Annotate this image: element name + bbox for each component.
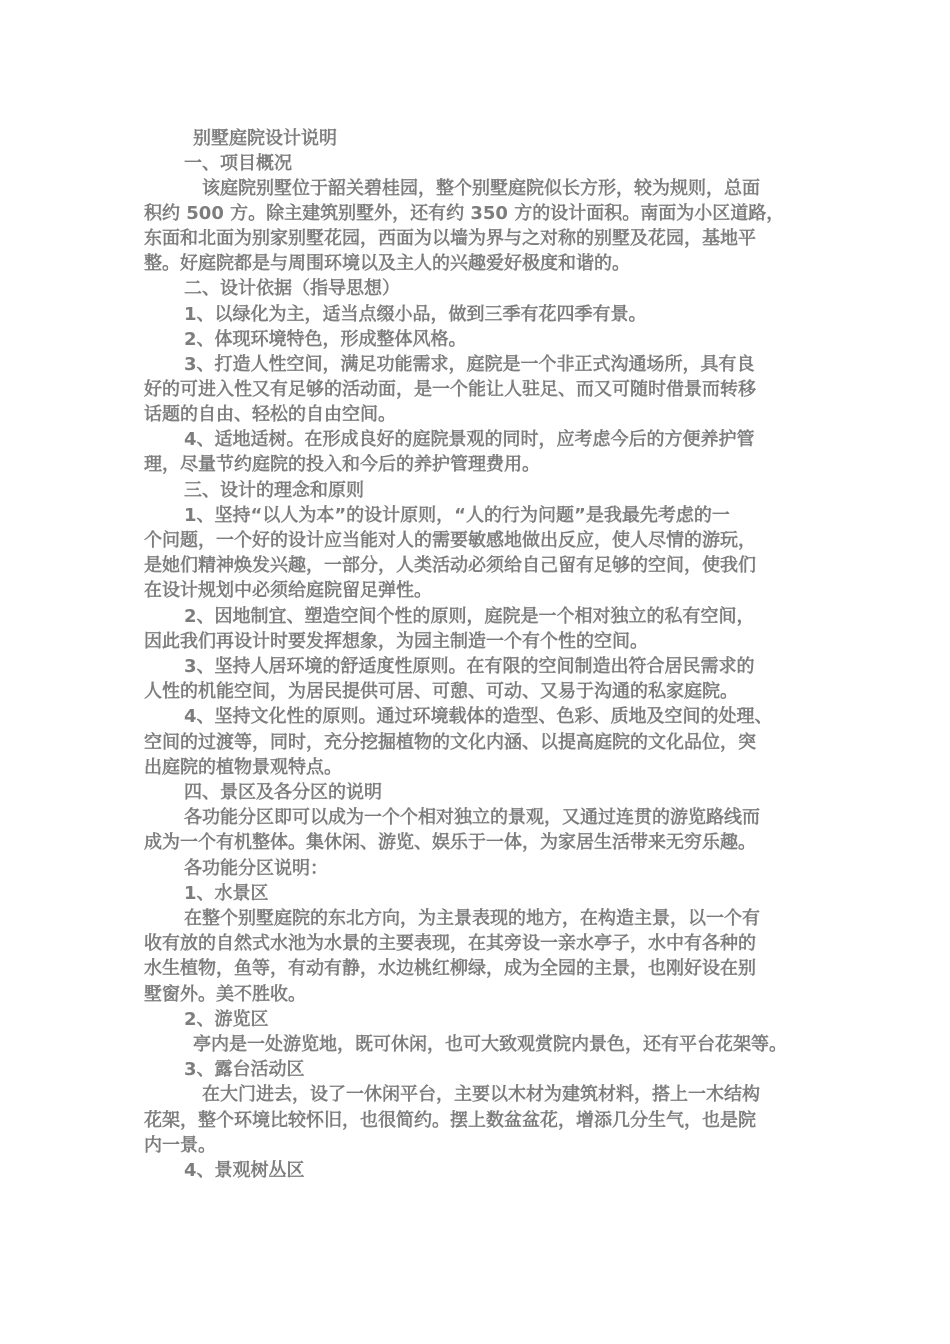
paragraph-line: 人性的机能空间，为居民提供可居、可憩、可动、又易于沟通的私家庭院。 — [144, 681, 738, 702]
section-heading: 一、项目概况 — [184, 153, 292, 174]
paragraph-line: 在设计规划中必须给庭院留足弹性。 — [144, 580, 432, 601]
paragraph-line: 整。好庭院都是与周围环境以及主人的兴趣爱好极度和谐的。 — [144, 253, 630, 274]
paragraph-line: 水生植物，鱼等，有动有静，水边桃红柳绿，成为全园的主景，也刚好设在别 — [144, 958, 756, 979]
paragraph-line: 理，尽量节约庭院的投入和今后的养护管理费用。 — [144, 454, 540, 475]
paragraph-line: 各功能分区即可以成为一个个相对独立的景观，又通过连贯的游览路线而 — [184, 807, 760, 828]
paragraph-line: 3、打造人性空间，满足功能需求，庭院是一个非正式沟通场所，具有良 — [184, 354, 755, 375]
paragraph-line: 4、坚持文化性的原则。通过环境载体的造型、色彩、质地及空间的处理、 — [184, 706, 773, 727]
paragraph-line: 空间的过渡等，同时，充分挖掘植物的文化内涵、以提高庭院的文化品位，突 — [144, 732, 756, 753]
paragraph-line: 个问题，一个好的设计应当能对人的需要敏感地做出反应，使人尽情的游玩， — [144, 530, 756, 551]
paragraph-line: 是她们精神焕发兴趣，一部分，人类活动必须给自己留有足够的空间，使我们 — [144, 555, 756, 576]
paragraph-line: 话题的自由、轻松的自由空间。 — [144, 404, 396, 425]
paragraph-line: 4、适地适树。在形成良好的庭院景观的同时，应考虑今后的方便养护管 — [184, 429, 755, 450]
paragraph-line: 1、以绿化为主，适当点缀小品，做到三季有花四季有景。 — [184, 304, 647, 325]
paragraph-line: 内一景。 — [144, 1135, 216, 1156]
paragraph-line: 在整个别墅庭院的东北方向，为主景表现的地方，在构造主景，以一个有 — [184, 908, 760, 929]
paragraph-line: 各功能分区说明： — [184, 858, 328, 879]
paragraph-line: 该庭院别墅位于韶关碧桂园，整个别墅庭院似长方形，较为规则，总面 — [202, 178, 760, 199]
subsection-heading: 1、水景区 — [184, 883, 269, 904]
paragraph-line: 成为一个有机整体。集休闲、游览、娱乐于一体，为家居生活带来无穷乐趣。 — [144, 832, 756, 853]
paragraph-line: 墅窗外。美不胜收。 — [144, 984, 306, 1005]
section-heading: 三、设计的理念和原则 — [184, 480, 364, 501]
paragraph-line: 3、坚持人居环境的舒适度性原则。在有限的空间制造出符合居民需求的 — [184, 656, 755, 677]
paragraph-line: 在大门进去，设了一休闲平台，主要以木材为建筑材料，搭上一木结构 — [202, 1084, 760, 1105]
section-heading: 二、设计依据（指导思想） — [184, 278, 400, 299]
paragraph-line: 收有放的自然式水池为水景的主要表现，在其旁设一亲水亭子，水中有各种的 — [144, 933, 756, 954]
paragraph-line: 1、坚持“以人为本”的设计原则，“人的行为问题”是我最先考虑的一 — [184, 505, 730, 526]
paragraph-line: 花架，整个环境比较怀旧，也很简约。摆上数盆盆花，增添几分生气，也是院 — [144, 1110, 756, 1131]
paragraph-line: 好的可进入性又有足够的活动面，是一个能让人驻足、而又可随时借景而转移 — [144, 379, 756, 400]
paragraph-line: 积约 500 方。除主建筑别墅外，还有约 350 方的设计面积。南面为小区道路， — [144, 203, 785, 224]
document-title: 别墅庭院设计说明 — [193, 128, 337, 149]
paragraph-line: 亭内是一处游览地，既可休闲，也可大致观赏院内景色，还有平台花架等。 — [193, 1034, 787, 1055]
paragraph-line: 出庭院的植物景观特点。 — [144, 757, 342, 778]
paragraph-line: 2、体现环境特色，形成整体风格。 — [184, 329, 467, 350]
paragraph-line: 因此我们再设计时要发挥想象，为园主制造一个有个性的空间。 — [144, 631, 648, 652]
subsection-heading: 3、露台活动区 — [184, 1059, 305, 1080]
paragraph-line: 2、因地制宜、塑造空间个性的原则，庭院是一个相对独立的私有空间， — [184, 606, 755, 627]
paragraph-line: 东面和北面为别家别墅花园，西面为以墙为界与之对称的别墅及花园，基地平 — [144, 228, 756, 249]
subsection-heading: 2、游览区 — [184, 1009, 269, 1030]
section-heading: 四、景区及各分区的说明 — [184, 782, 382, 803]
subsection-heading: 4、景观树丛区 — [184, 1160, 305, 1181]
